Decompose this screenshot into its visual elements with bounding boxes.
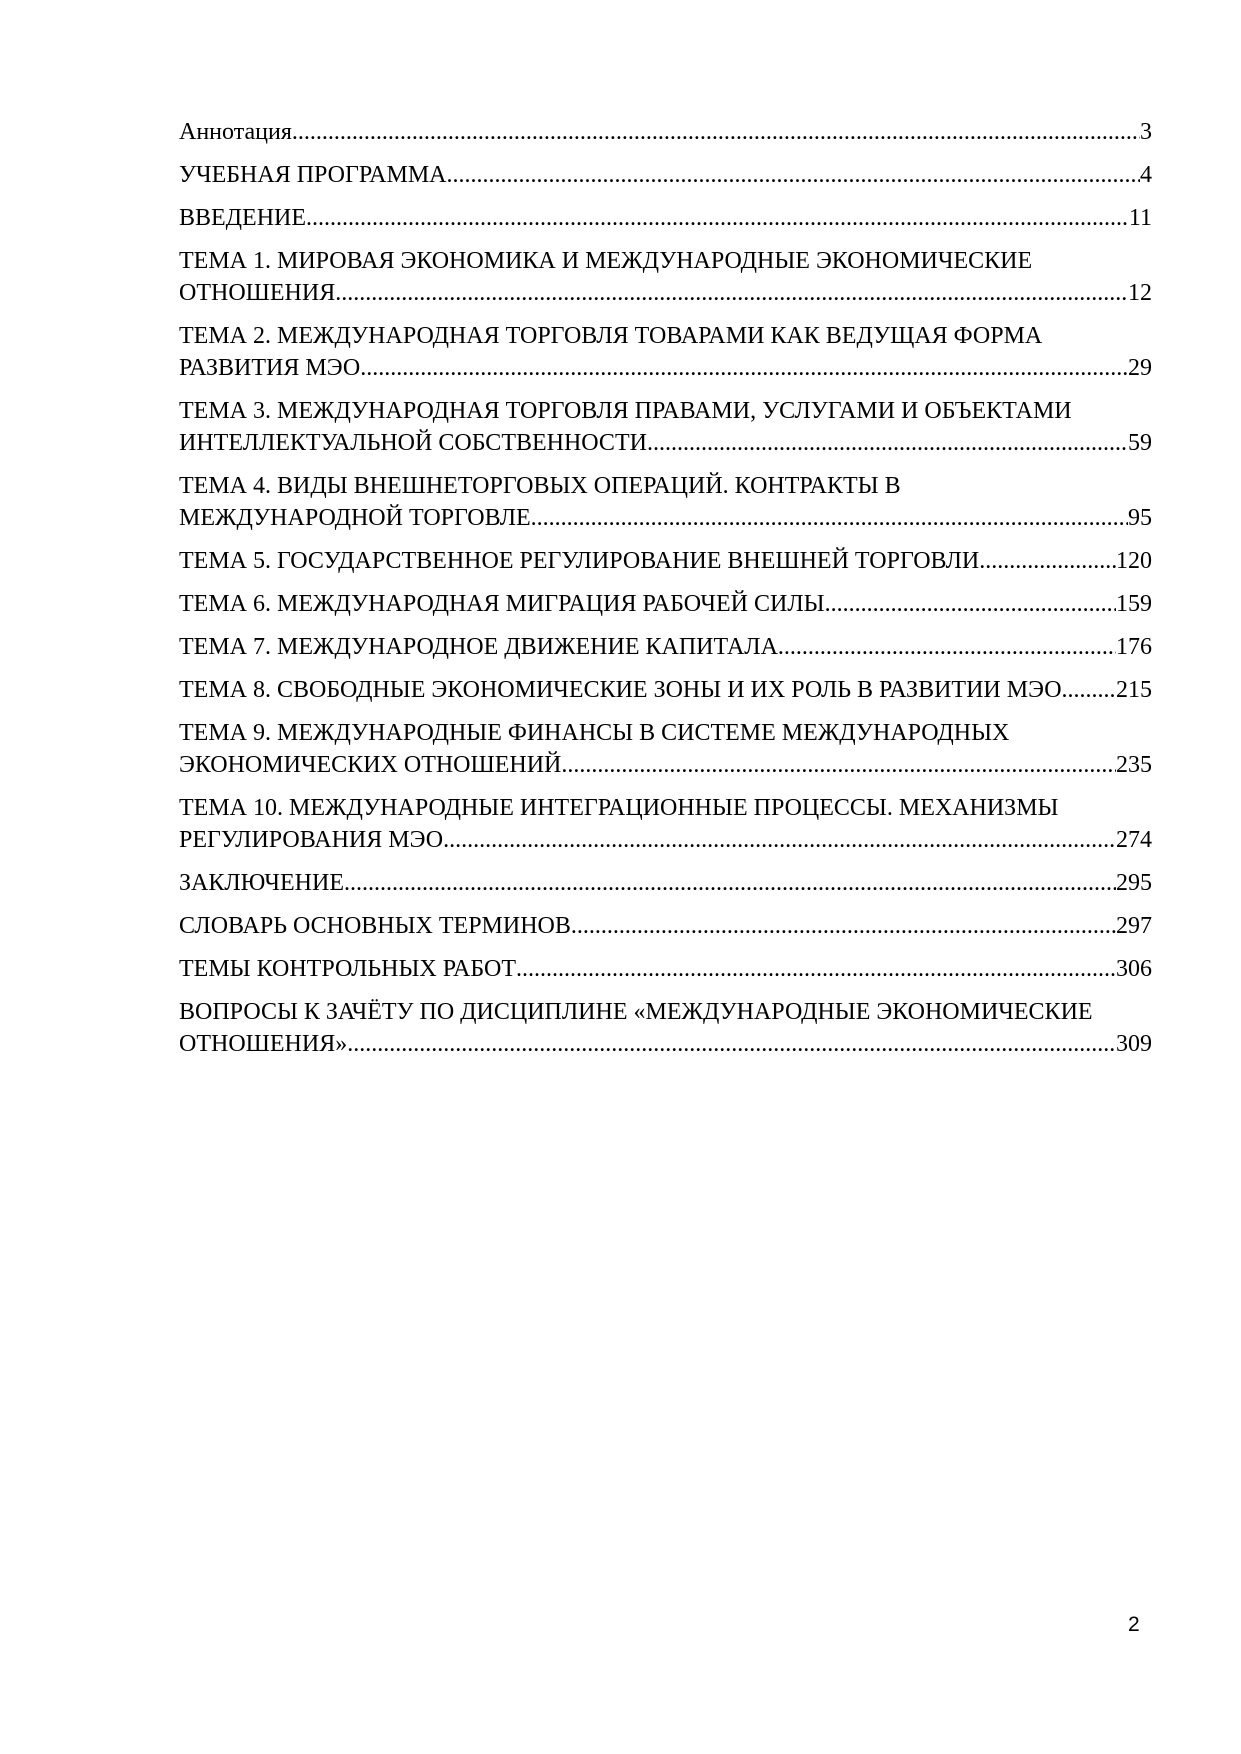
toc-entry-line	[179, 717, 1152, 749]
toc-page-number: 12	[1128, 280, 1152, 306]
toc-entry-title: ТЕМА 4. ВИДЫ ВНЕШНЕТОРГОВЫХ ОПЕРАЦИЙ. КОНТРАКТЫ В	[179, 473, 901, 499]
toc-entry[interactable]	[179, 545, 1152, 577]
toc-page-number: 59	[1128, 430, 1152, 456]
toc-entry-line	[179, 792, 1152, 824]
toc-entry-title: РЕГУЛИРОВАНИЯ МЭО	[179, 827, 444, 853]
toc-entry[interactable]	[179, 116, 1152, 148]
toc-page-number: 309	[1116, 1031, 1152, 1057]
toc-entry-last-line	[179, 674, 1152, 706]
toc-page-number: 306	[1116, 956, 1152, 982]
toc-entry-last-line	[179, 953, 1152, 985]
toc-entry-line	[179, 395, 1152, 427]
toc-page-number: 3	[1140, 119, 1152, 145]
toc-entry-line	[179, 320, 1152, 352]
toc-dot-leader	[561, 749, 1116, 781]
toc-entry-last-line	[179, 867, 1152, 899]
toc-page-number: 95	[1128, 505, 1152, 531]
toc-page-number: 297	[1116, 913, 1152, 939]
toc-entry-last-line	[179, 202, 1152, 234]
toc-entry-title: МЕЖДУНАРОДНОЙ ТОРГОВЛЕ	[179, 505, 531, 531]
toc-entry[interactable]	[179, 395, 1152, 459]
toc-entry-title: ЗАКЛЮЧЕНИЕ	[179, 870, 344, 896]
toc-page-number: 235	[1116, 752, 1152, 778]
toc-entry-title: ТЕМА 9. МЕЖДУНАРОДНЫЕ ФИНАНСЫ В СИСТЕМЕ МЕЖДУНАРОДНЫХ	[179, 720, 1010, 746]
toc-dot-leader	[306, 202, 1129, 234]
toc-dot-leader	[443, 824, 1116, 856]
toc-entry-title: ВВЕДЕНИЕ	[179, 205, 307, 231]
toc-dot-leader	[516, 953, 1116, 985]
toc-page-number: 159	[1116, 591, 1152, 617]
toc-entry-last-line	[179, 824, 1152, 856]
toc-entry[interactable]	[179, 588, 1152, 620]
toc-dot-leader	[778, 631, 1116, 663]
toc-entry-title: ТЕМА 7. МЕЖДУНАРОДНОЕ ДВИЖЕНИЕ КАПИТАЛА	[179, 634, 778, 660]
toc-entry-line	[179, 245, 1152, 277]
toc-dot-leader	[344, 867, 1116, 899]
toc-entry-line	[179, 996, 1152, 1028]
toc-entry-last-line	[179, 910, 1152, 942]
toc-entry[interactable]	[179, 867, 1152, 899]
toc-dot-leader	[825, 588, 1116, 620]
toc-entry-last-line	[179, 631, 1152, 663]
toc-entry-last-line	[179, 1028, 1152, 1060]
toc-entry-last-line	[179, 427, 1152, 459]
toc-entry-last-line	[179, 159, 1152, 191]
toc-dot-leader	[571, 910, 1116, 942]
toc-entry-title: ТЕМЫ КОНТРОЛЬНЫХ РАБОТ	[179, 956, 516, 982]
toc-entry[interactable]	[179, 320, 1152, 384]
toc-entry-title: УЧЕБНАЯ ПРОГРАММА	[179, 162, 447, 188]
toc-entry-line	[179, 470, 1152, 502]
toc-entry-title: ТЕМА 3. МЕЖДУНАРОДНАЯ ТОРГОВЛЯ ПРАВАМИ, УСЛУГАМИ И ОБЪЕКТАМИ	[179, 398, 1072, 424]
toc-entry-title: Аннотация	[179, 119, 292, 145]
toc-entry-last-line	[179, 502, 1152, 534]
toc-entry[interactable]	[179, 245, 1152, 309]
toc-entry[interactable]	[179, 996, 1152, 1060]
toc-entry[interactable]	[179, 674, 1152, 706]
toc-dot-leader	[360, 352, 1128, 384]
toc-entry[interactable]	[179, 470, 1152, 534]
toc-dot-leader	[1062, 674, 1116, 706]
toc-page-number: 29	[1128, 355, 1152, 381]
toc-entry[interactable]	[179, 631, 1152, 663]
toc-page-number: 176	[1116, 634, 1152, 660]
toc-page-number: 120	[1116, 548, 1152, 574]
toc-dot-leader	[531, 502, 1128, 534]
toc-entry[interactable]	[179, 953, 1152, 985]
toc-entry-title: ТЕМА 2. МЕЖДУНАРОДНАЯ ТОРГОВЛЯ ТОВАРАМИ КАК ВЕДУЩАЯ ФОРМА	[179, 323, 1043, 349]
toc-entry[interactable]	[179, 910, 1152, 942]
toc-entry-title: СЛОВАРЬ ОСНОВНЫХ ТЕРМИНОВ	[179, 913, 571, 939]
toc-entry[interactable]	[179, 202, 1152, 234]
toc-page-number: 274	[1116, 827, 1152, 853]
toc-page-number: 11	[1128, 205, 1152, 231]
toc-dot-leader	[447, 159, 1140, 191]
toc-page-number: 295	[1116, 870, 1152, 896]
toc-entry-title: ЭКОНОМИЧЕСКИХ ОТНОШЕНИЙ	[179, 752, 562, 778]
toc-dot-leader	[292, 116, 1140, 148]
toc-entry-title: ТЕМА 10. МЕЖДУНАРОДНЫЕ ИНТЕГРАЦИОННЫЕ ПРОЦЕССЫ. МЕХАНИЗМЫ	[179, 795, 1059, 821]
toc-dot-leader	[647, 427, 1128, 459]
toc-entry-title: ТЕМА 8. СВОБОДНЫЕ ЭКОНОМИЧЕСКИЕ ЗОНЫ И ИХ РОЛЬ В РАЗВИТИИ МЭО	[179, 677, 1062, 703]
toc-entry[interactable]	[179, 792, 1152, 856]
toc-entry-last-line	[179, 352, 1152, 384]
toc-entry-last-line	[179, 545, 1152, 577]
toc-entry-last-line	[179, 116, 1152, 148]
toc-dot-leader	[979, 545, 1116, 577]
toc-entry-last-line	[179, 749, 1152, 781]
toc-entry-title: ТЕМА 1. МИРОВАЯ ЭКОНОМИКА И МЕЖДУНАРОДНЫЕ ЭКОНОМИЧЕСКИЕ	[179, 248, 1033, 274]
toc-entry-last-line	[179, 277, 1152, 309]
toc-dot-leader	[335, 277, 1128, 309]
toc-entry-title: ТЕМА 6. МЕЖДУНАРОДНАЯ МИГРАЦИЯ РАБОЧЕЙ СИЛЫ	[179, 591, 825, 617]
toc-entry-last-line	[179, 588, 1152, 620]
toc-page-number: 215	[1116, 677, 1152, 703]
toc-entry-title: ОТНОШЕНИЯ	[179, 280, 336, 306]
page-number: 2	[1128, 1613, 1140, 1636]
toc-entry[interactable]	[179, 717, 1152, 781]
toc-entry[interactable]	[179, 159, 1152, 191]
toc-entry-title: ИНТЕЛЛЕКТУАЛЬНОЙ СОБСТВЕННОСТИ	[179, 430, 647, 456]
toc-entry-title: ВОПРОСЫ К ЗАЧЁТУ ПО ДИСЦИПЛИНЕ «МЕЖДУНАРОДНЫЕ ЭКОНОМИЧЕСКИЕ	[179, 999, 1093, 1025]
toc-page-number: 4	[1140, 162, 1152, 188]
toc-entry-title: РАЗВИТИЯ МЭО	[179, 355, 361, 381]
toc-entry-title: ТЕМА 5. ГОСУДАРСТВЕННОЕ РЕГУЛИРОВАНИЕ ВНЕШНЕЙ ТОРГОВЛИ	[179, 548, 980, 574]
toc-entry-title: ОТНОШЕНИЯ»	[179, 1031, 348, 1057]
toc-dot-leader	[347, 1028, 1116, 1060]
table-of-contents	[179, 116, 1152, 1071]
